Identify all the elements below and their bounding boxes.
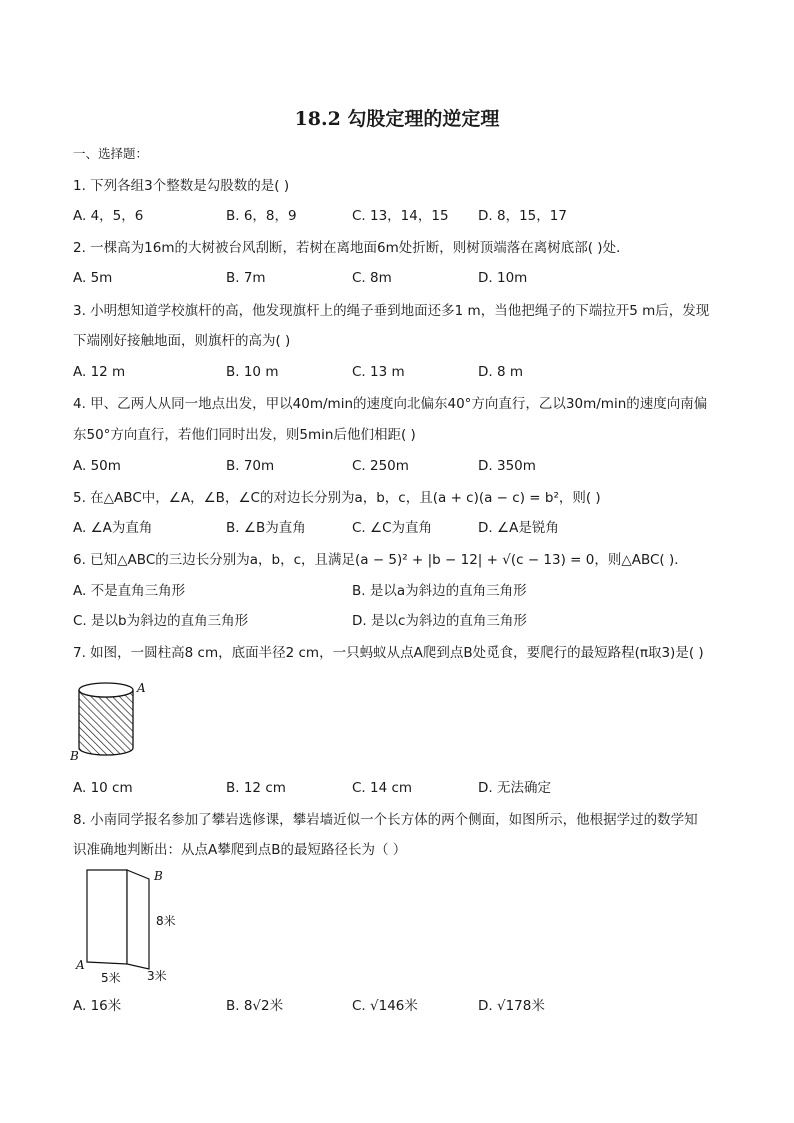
q4-option-b: B. 70m [226,458,275,474]
q5-option-b: B. ∠B为直角 [226,520,306,536]
q2-option-b: B. 7m [226,270,266,286]
q6-option-b: B. 是以a为斜边的直角三角形 [352,583,527,599]
question-2: 2. 一棵高为16m的大树被台风刮断，若树在离地面6m处折断，则树顶端落在离树底部( )处． [73,240,630,256]
cylinder-figure [70,676,160,768]
cylinder-body [79,690,133,755]
question-8-line-1: 8. 小南同学报名参加了攀岩选修课，攀岩墙近似一个长方体的两个侧面，如图所示，他根据学过的数学知 [73,812,698,828]
q5-option-d: D. ∠A是锐角 [478,520,559,536]
wall-label-a: A [76,958,85,972]
q7-option-a: A. 10 cm [73,780,133,796]
q3-option-c: C. 13 m [352,364,405,380]
question-6: 6. 已知△ABC的三边长分别为a，b，c，且满足(a − 5)² + |b − 12| + √(c − 13) = 0，则△ABC( )． [73,552,688,568]
wall-depth-label: 3米 [147,969,167,983]
q2-option-a: A. 5m [73,270,113,286]
q6-option-a: A. 不是直角三角形 [73,583,186,599]
q1-option-c: C. 13，14，15 [352,208,449,224]
page-title: 18.2 勾股定理的逆定理 [294,108,500,130]
q1-option-b: B. 6，8，9 [226,208,297,224]
cylinder-top [79,683,133,697]
wall-side-face [127,870,149,969]
question-8-line-2: 识准确地判断出：从点A攀爬到点B的最短路径长为（ ） [73,842,407,858]
q8-option-d: D. √178米 [478,998,545,1014]
q1-option-a: A. 4，5，6 [73,208,144,224]
q4-option-a: A. 50m [73,458,121,474]
question-3-line-2: 下端刚好接触地面，则旗杆的高为( ) [73,333,291,349]
climbing-wall-figure [74,865,194,991]
q7-option-d: D. 无法确定 [478,780,551,796]
q2-option-c: C. 8m [352,270,392,286]
question-4-line-1: 4. 甲、乙两人从同一地点出发，甲以40m/min的速度向北偏东40°方向直行，乙以30m/min的速度向南偏 [73,396,708,412]
question-1: 1. 下列各组3个整数是勾股数的是( ) [73,178,290,194]
q4-option-d: D. 350m [478,458,536,474]
q6-option-d: D. 是以c为斜边的直角三角形 [352,613,527,629]
q5-option-a: A. ∠A为直角 [73,520,153,536]
q4-option-c: C. 250m [352,458,409,474]
wall-width-label: 5米 [101,971,121,985]
q8-option-c: C. √146米 [352,998,418,1014]
question-4-line-2: 东50°方向直行，若他们同时出发，则5min后他们相距( ) [73,427,416,443]
q3-option-b: B. 10 m [226,364,279,380]
q3-option-a: A. 12 m [73,364,126,380]
section-heading: 一、选择题： [73,146,149,161]
cylinder-label-a: A [137,681,146,695]
wall-height-label: 8米 [156,914,176,928]
wall-front-face [87,870,127,964]
q1-option-d: D. 8，15，17 [478,208,567,224]
question-7: 7. 如图，一圆柱高8 cm，底面半径2 cm，一只蚂蚁从点A爬到点B处觅食，要爬行的最短路程(π取3)是( ) [73,645,704,661]
q6-option-c: C. 是以b为斜边的直角三角形 [73,613,249,629]
q5-option-c: C. ∠C为直角 [352,520,433,536]
cylinder-label-b: B [70,749,79,763]
q7-option-b: B. 12 cm [226,780,286,796]
question-3-line-1: 3. 小明想知道学校旗杆的高，他发现旗杆上的绳子垂到地面还多1 m，当他把绳子的下端拉开5 m后，发现 [73,303,710,319]
question-5: 5. 在△ABC中，∠A，∠B，∠C的对边长分别为a，b，c，且(a + c)(a − c) = b²，则( ) [73,490,601,506]
q7-option-c: C. 14 cm [352,780,413,796]
wall-label-b: B [154,869,163,883]
q3-option-d: D. 8 m [478,364,524,380]
q8-option-b: B. 8√2米 [226,998,284,1014]
q2-option-d: D. 10m [478,270,528,286]
q8-option-a: A. 16米 [73,998,122,1014]
